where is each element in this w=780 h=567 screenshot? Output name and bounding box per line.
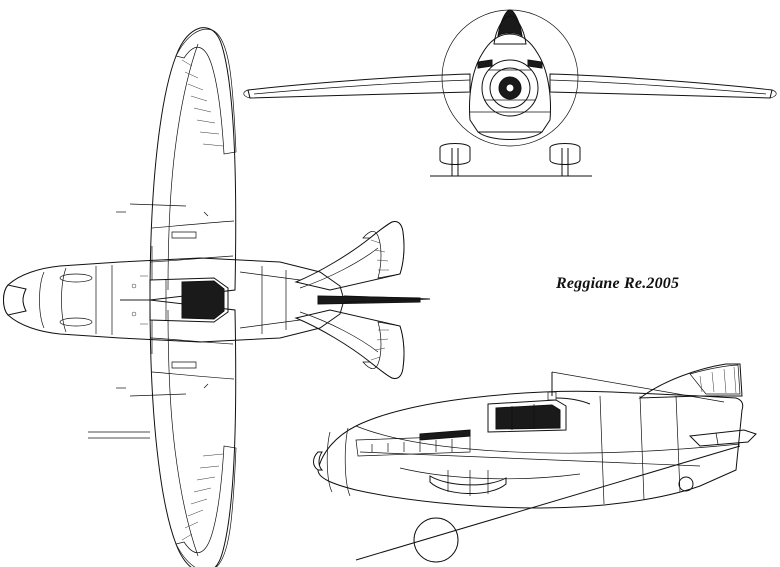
plan-view <box>4 28 431 567</box>
front-view <box>244 10 777 176</box>
cockpit-side <box>488 400 566 432</box>
right-tailplane <box>296 310 404 379</box>
cockpit-plan <box>150 278 228 322</box>
diagram-caption: Reggiane Re.2005 <box>556 275 680 292</box>
left-tailplane <box>296 221 404 290</box>
right-aileron <box>176 446 236 567</box>
side-view <box>314 364 757 562</box>
